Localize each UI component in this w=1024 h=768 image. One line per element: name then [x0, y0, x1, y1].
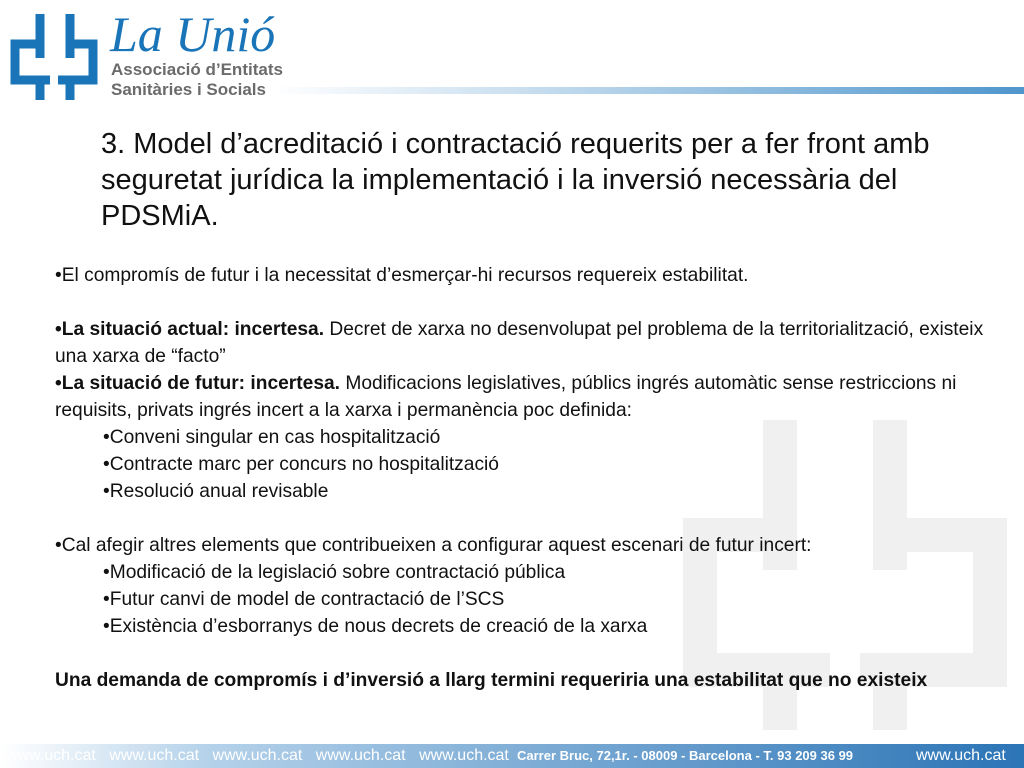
brand-name: La Unió	[110, 6, 276, 62]
footer-link[interactable]: www.uch.cat	[916, 747, 1006, 764]
footer-link[interactable]: www.uch.cat	[315, 747, 406, 764]
list-item: •Contracte marc per concurs no hospitalització	[103, 454, 499, 475]
brand-subtitle-line1: Associació d’Entitats	[111, 60, 283, 79]
list-item: •Conveni singular en cas hospitalització	[103, 427, 441, 448]
header-divider	[270, 87, 1024, 94]
footer-link[interactable]: www.uch.cat	[109, 747, 200, 764]
paragraph-commitment: •El compromís de futur i la necessitat d’esmerçar-hi recursos requereix estabilitat.	[55, 265, 749, 286]
slide-title: 3. Model d’acreditació i contractació requerits per a fer front amb seguretat jurídica la implementació i la inversió necessària del PDSMiA.	[101, 128, 930, 232]
list-item: •Futur canvi de model de contractació de l’SCS	[103, 589, 505, 610]
future-situation-heading: •La situació de futur: incertesa.	[55, 373, 341, 394]
footer-urls	[6, 744, 518, 768]
brand-subtitle-line2: Sanitàries i Socials	[111, 80, 266, 99]
list-item: •Resolució anual revisable	[103, 481, 329, 502]
future-situation-text: Modificacions legislatives, públics ingrés automàtic sense restriccions ni requisits, privats ingrés incert a la xarxa i permanència poc definida:	[55, 373, 957, 421]
paragraph-current-situation	[55, 316, 995, 370]
list-item: •Modificació de la legislació sobre contractació pública	[103, 562, 566, 583]
list-item: •Existència d’esborranys de nous decrets de creació de la xarxa	[103, 616, 648, 637]
slide-body	[55, 262, 995, 694]
current-situation-heading: •La situació actual: incertesa.	[55, 319, 325, 340]
footer-bar	[0, 744, 1024, 768]
footer-link[interactable]: www.uch.cat	[212, 747, 303, 764]
paragraph-future-situation	[55, 370, 995, 424]
footer-link[interactable]: www.uch.cat	[6, 747, 96, 764]
footer-link[interactable]: www.uch.cat	[419, 747, 509, 764]
paragraph-additional-elements: •Cal afegir altres elements que contribueixen a configurar aquest escenari de futur incert:	[55, 535, 812, 556]
conclusion: Una demanda de compromís i d’inversió a llarg termini requeriria una estabilitat que no existeix	[55, 670, 928, 691]
footer-address: Carrer Bruc, 72,1r. - 08009 - Barcelona - T. 93 209 36 99	[517, 748, 854, 763]
la-unio-logo-icon	[10, 14, 98, 100]
current-situation-text: Decret de xarxa no desenvolupat pel problema de la territorialització, existeix una xarxa de “facto”	[55, 319, 984, 367]
